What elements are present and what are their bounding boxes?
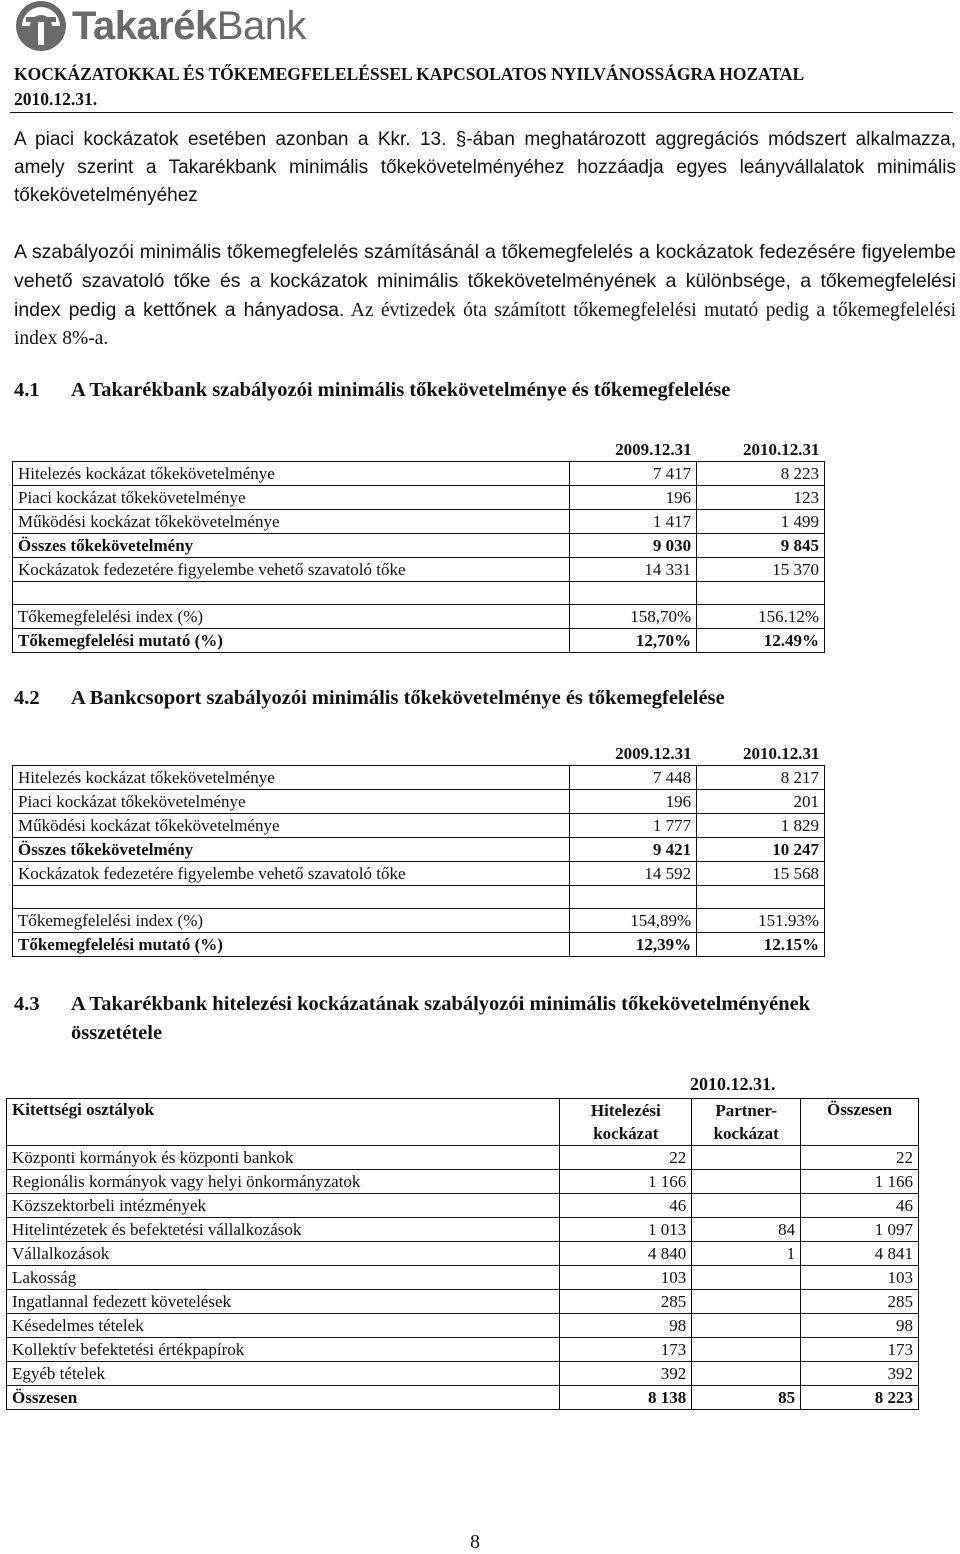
header-divider — [10, 112, 953, 113]
table-cell: 8 217 — [697, 766, 825, 790]
table-cell: 103 — [801, 1266, 919, 1290]
table-cell: Kockázatok fedezetére figyelembe vehető szavatoló tőke — [13, 862, 570, 886]
table-cell — [692, 1290, 801, 1314]
table-cell: Kollektív befektetési értékpapírok — [7, 1338, 560, 1362]
table-row — [7, 1194, 919, 1218]
table-cell — [692, 1266, 801, 1290]
table-row — [13, 862, 825, 886]
table-cell: Összesen — [801, 1099, 919, 1146]
paragraph-aggregation: A piaci kockázatok esetében azonban a Kkr. 13. §-ában meghatározott aggregációs módszert alkalmazza, amely szerint a Takarékbank minimális tőkekövetelményéhez hozzáadja egyes leányvállalatok minimális tőkekövetelményéhez — [14, 129, 956, 206]
table-cell: 1 829 — [697, 814, 825, 838]
table-cell: 156.12% — [697, 605, 825, 629]
takarekbank-logo-icon — [14, 0, 68, 53]
table-cell: Összes tőkekövetelmény — [13, 838, 570, 862]
table-row — [13, 766, 825, 790]
table-cell: 12.15% — [697, 933, 825, 957]
table-cell: 46 — [801, 1194, 919, 1218]
table-cell: 22 — [560, 1146, 692, 1170]
table-header-row — [7, 1099, 919, 1146]
table-row — [13, 510, 825, 534]
table-cell — [13, 438, 570, 462]
table-cell: 1 499 — [697, 510, 825, 534]
paragraph-capital-adequacy — [14, 238, 956, 353]
table-cell: 2009.12.31 — [615, 439, 692, 459]
table-cell: Vállalkozások — [7, 1242, 560, 1266]
logo-wordmark: TakarékBank — [72, 3, 306, 48]
table-cell — [570, 582, 697, 605]
table-row — [7, 1170, 919, 1194]
table-cell: 14 331 — [570, 558, 697, 582]
table-cell: Hitelezés kockázat tőkekövetelménye — [13, 766, 570, 790]
paragraph-capital-adequacy-part2: Az évtizedek óta számított tőkemegfelelési mutató pedig a tőkemegfelelési index 8%-a. — [14, 300, 957, 349]
table-row — [13, 605, 825, 629]
table-date: 2010.12.31. — [690, 1074, 776, 1094]
table-cell: 392 — [560, 1362, 692, 1386]
table-cell: 1 777 — [570, 814, 697, 838]
table-cell: 1 166 — [801, 1170, 919, 1194]
table-cell: 12.49% — [697, 629, 825, 653]
table-header-row — [13, 742, 825, 766]
section-4-3-heading: 4.3 A Takarékbank hitelezési kockázatának szabályozói minimális tőkekövetelményének összetétele — [14, 993, 811, 1044]
table-cell: 46 — [560, 1194, 692, 1218]
table-row — [13, 790, 825, 814]
table-row-blank — [13, 886, 825, 909]
table-row — [7, 1146, 919, 1170]
table-cell: Kitettségi osztályok — [7, 1099, 560, 1146]
table-cell: 15 370 — [697, 558, 825, 582]
table-cell: 196 — [570, 486, 697, 510]
table-cell: Hitelezési kockázat — [560, 1099, 692, 1146]
table-cell: 1 — [692, 1242, 801, 1266]
table-row-total — [7, 1386, 919, 1410]
table-credit-risk-composition — [6, 1098, 919, 1410]
table-cell: Lakosság — [7, 1266, 560, 1290]
table-row — [7, 1242, 919, 1266]
table-row — [13, 486, 825, 510]
table-cell — [692, 1146, 801, 1170]
table-cell: 2009.12.31 — [615, 743, 692, 763]
table-cell: 8 223 — [697, 462, 825, 486]
table-cell: 10 247 — [697, 838, 825, 862]
table-cell — [692, 1362, 801, 1386]
table-cell: 98 — [801, 1314, 919, 1338]
table-row — [13, 558, 825, 582]
table-row-blank — [13, 582, 825, 605]
table-cell: 9 030 — [570, 534, 697, 558]
table-cell: 196 — [570, 790, 697, 814]
table-cell: Összesen — [7, 1386, 560, 1410]
table-cell: 151.93% — [697, 909, 825, 933]
table-cell: Hitelezés kockázat tőkekövetelménye — [13, 462, 570, 486]
table-cell: Központi kormányok és központi bankok — [7, 1146, 560, 1170]
table-cell: Piaci kockázat tőkekövetelménye — [13, 486, 570, 510]
table-cell — [692, 1170, 801, 1194]
table-cell: 4 841 — [801, 1242, 919, 1266]
table-cell: 285 — [560, 1290, 692, 1314]
table-cell: Összes tőkekövetelmény — [13, 534, 570, 558]
table-cell: 201 — [697, 790, 825, 814]
table-cell: Tőkemegfelelési mutató (%) — [13, 933, 570, 957]
table-cell: Közszektorbeli intézmények — [7, 1194, 560, 1218]
table-cell: 12,39% — [570, 933, 697, 957]
table-cell: Működési kockázat tőkekövetelménye — [13, 510, 570, 534]
table-cell: Tőkemegfelelési index (%) — [13, 909, 570, 933]
table-cell: 84 — [692, 1218, 801, 1242]
header-title: KOCKÁZATOKKAL ÉS TŐKEMEGFELELÉSSEL KAPCSOLATOS NYILVÁNOSSÁGRA HOZATAL — [14, 64, 805, 84]
table-cell — [692, 1314, 801, 1338]
table-cell — [692, 1338, 801, 1362]
table-cell — [13, 582, 570, 605]
section-4-2-heading: 4.2 A Bankcsoport szabályozói minimális tőkekövetelménye és tőkemegfelelése — [14, 687, 725, 709]
table-row — [7, 1218, 919, 1242]
table-row — [7, 1266, 919, 1290]
table-cell: 85 — [692, 1386, 801, 1410]
table-cell: 9 845 — [697, 534, 825, 558]
table-cell: 2010.12.31 — [743, 743, 820, 763]
table-row — [13, 462, 825, 486]
table-cell: Működési kockázat tőkekövetelménye — [13, 814, 570, 838]
table-cell: Tőkemegfelelési mutató (%) — [13, 629, 570, 653]
table-cell — [570, 886, 697, 909]
table-cell — [13, 742, 570, 766]
table-cell: 7 448 — [570, 766, 697, 790]
table-cell: Hitelintézetek és befektetési vállalkozások — [7, 1218, 560, 1242]
table-cell: 173 — [560, 1338, 692, 1362]
table-cell: Késedelmes tételek — [7, 1314, 560, 1338]
table-cell: Regionális kormányok vagy helyi önkormányzatok — [7, 1170, 560, 1194]
table-cell: 22 — [801, 1146, 919, 1170]
table-cell: 173 — [801, 1338, 919, 1362]
table-cell: 9 421 — [570, 838, 697, 862]
table-cell — [697, 582, 825, 605]
table-cell: 123 — [697, 486, 825, 510]
header-date: 2010.12.31. — [14, 89, 98, 109]
table-cell: Kockázatok fedezetére figyelembe vehető szavatoló tőke — [13, 558, 570, 582]
table-header-row — [13, 438, 825, 462]
paragraph-capital-adequacy-part1: A szabályozói minimális tőkemegfelelés számításánál a tőkemegfelelés a kockázatok fedezésére figyelembe vehető szavatoló tőke és a kockázatok minimális tőkekövetelményének a különbsége, a tőkemegfelelési index pedig a kettőnek a hányadosa. — [14, 241, 956, 321]
table-cell: 8 223 — [801, 1386, 919, 1410]
table-row — [7, 1314, 919, 1338]
table-row-total — [13, 534, 825, 558]
table-cell: Tőkemegfelelési index (%) — [13, 605, 570, 629]
table-row-ratio — [13, 629, 825, 653]
table-cell: 392 — [801, 1362, 919, 1386]
table-cell: 14 592 — [570, 862, 697, 886]
table-cell: 2010.12.31 — [743, 439, 820, 459]
table-cell: 1 417 — [570, 510, 697, 534]
table-row-total — [13, 838, 825, 862]
table-cell: 285 — [801, 1290, 919, 1314]
table-cell — [13, 886, 570, 909]
table-row — [7, 1338, 919, 1362]
table-takarekbank-capital — [12, 438, 825, 653]
table-bankcsoport-capital — [12, 742, 825, 957]
table-cell: 103 — [560, 1266, 692, 1290]
table-row — [7, 1290, 919, 1314]
table-row-ratio — [13, 933, 825, 957]
table-row — [13, 814, 825, 838]
table-cell: 158,70% — [570, 605, 697, 629]
table-cell: Egyéb tételek — [7, 1362, 560, 1386]
section-4-1-heading: 4.1 A Takarékbank szabályozói minimális tőkekövetelménye és tőkemegfelelése — [14, 379, 731, 401]
table-cell: 1 166 — [560, 1170, 692, 1194]
table-cell: Ingatlannal fedezett követelések — [7, 1290, 560, 1314]
table-cell: 7 417 — [570, 462, 697, 486]
table-cell: Partner- kockázat — [692, 1099, 801, 1146]
table-cell: 12,70% — [570, 629, 697, 653]
table-cell: 15 568 — [697, 862, 825, 886]
table-row — [13, 909, 825, 933]
table-cell: Piaci kockázat tőkekövetelménye — [13, 790, 570, 814]
document-header — [14, 62, 954, 112]
table-cell: 98 — [560, 1314, 692, 1338]
table-cell: 8 138 — [560, 1386, 692, 1410]
table-cell — [697, 886, 825, 909]
table-row — [7, 1362, 919, 1386]
table-cell: 4 840 — [560, 1242, 692, 1266]
table-cell: 154,89% — [570, 909, 697, 933]
table-cell — [692, 1194, 801, 1218]
page-number: 8 — [470, 1531, 480, 1553]
takarekbank-logo — [14, 0, 306, 52]
table-cell: 1 013 — [560, 1218, 692, 1242]
table-cell: 1 097 — [801, 1218, 919, 1242]
